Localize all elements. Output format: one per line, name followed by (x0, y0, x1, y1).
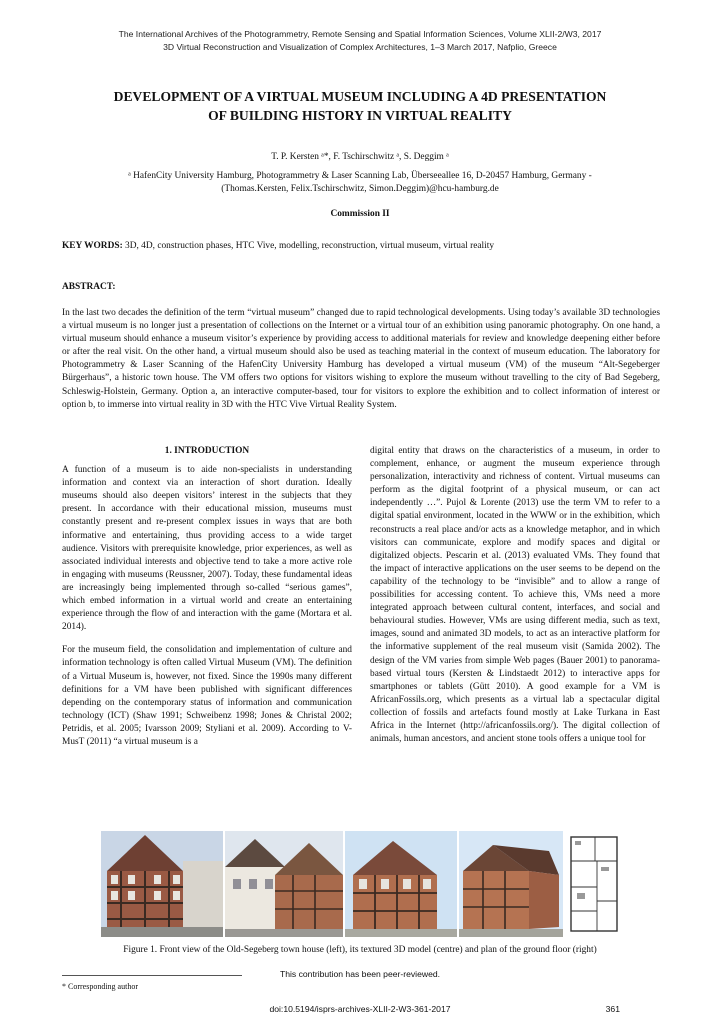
footnote-corresponding-author: * Corresponding author (62, 982, 138, 991)
affiliation-line2: (Thomas.Kersten, Felix.Tschirschwitz, Simon.Deggim)@hcu-hamburg.de (221, 184, 499, 194)
commission: Commission II (330, 209, 390, 219)
left-column (62, 445, 352, 749)
abstract-text: In the last two decades the definition of the term “virtual museum” changed due to rapid technological developments. Using today’s available 3D technologies a virtual museum is no longer just a presentation of collections on the Internet or a virtual tour of an exhibition using panoramic photography. On one hand, a virtual museum should enhance a museum visitor’s experience by providing access to additional materials for review and knowledge deepening either before or after the real visit. On the other hand, a virtual museum should also be used as teaching material in the context of museum education. The laboratory for Photogrammetry & Laser Scanning of the HafenCity University Hamburg has developed a virtual museum (VM) of the museum “Alt-Segeberger Bürgerhaus”, a historic town house. The VM offers two options for visitors wishing to explore the museum without travelling to the city of Bad Segeberg, Schleswig-Holstein, Germany. Option a, an interactive computer-based, tour for visitors to explore the exhibition and to collect information of interest or option b, to immerse into virtual reality in 3D with the HTC Vive Virtual Reality System. (62, 308, 660, 410)
running-header-line2: 3D Virtual Reconstruction and Visualization of Complex Architectures, 1–3 March 2017, Nafplio, Greece (163, 42, 557, 52)
footer-doi: doi:10.5194/isprs-archives-XLII-2-W3-361-2017 (269, 1004, 451, 1014)
figure-caption: Figure 1. Front view of the Old-Segeberg town house (left), its textured 3D model (centre) and plan of the ground floor (right) (123, 945, 597, 955)
image-3d-model-angled (459, 831, 563, 937)
ground-floor-plan (567, 831, 621, 937)
intro-paragraph-3: digital entity that draws on the characteristics of a museum, in order to complement, enhance, or augment the museum experience through personalization, interactivity and richness of content. Virtual museums can perform as the digital footprint of a physical museum, or can act independently …”. Pujol & Lorente (2013) use the term VM to refer to a digital spatial environment, located in the WWW or in the exhibition, which reconstructs a real place and/or acts as a knowledge metaphor, and in which visitors can communicate, explore and modify spaces and digital or digitalized objects. Pescarin et al. (2013) evaluated VMs. They found that the impact of interactive applications on the user seems to be depend on the capability of the technology to be “invisible” and to allow a range of possibilities for accessing content. To achieve this, VMs need a more integrated approach between cultural content, interfaces, and social and behavioural studies. However, VMs are using different media, such as text, images, sound and animated 3D models, to act as an interactive platform for the informative supplement of the real museum visit (Samida 2002). The design of the VM varies from simple Web pages (Bauer 2001) to panorama-based virtual tours (Kersten & Lindstaedt 2012) to interactive apps for smartphones or tablets (Gütt 2010). A good example for a VM is AfricanFossils.org, which presents as a virtual lab a spectacular digital collection of fossils and artefacts found mostly at Lake Turkana in East Africa in the Internet (http://africanfossils.org/). The digital collection of animals, human ancestors, and ancient stone tools offers a unique tool for (370, 446, 660, 745)
intro-paragraph-2: For the museum field, the consolidation and implementation of culture and information technology is often called Virtual Museum (VM). The definition of a Virtual Museum is, however, not fixed. Since the 1990s many different definitions for a VM have been published with significant differences depending on the contemporary status of information and communication technology (ICT) (Shaw 1991; Schweibenz 1998; Jones & Christal 2002; Petridis, et al. 2005; Ivarsson 2009; Styliani et al. 2009). According to V-MusT (2011) “a virtual museum is a (62, 645, 352, 747)
affiliation-line1: ᵃ HafenCity University Hamburg, Photogrammetry & Laser Scanning Lab, Überseeallee 16, D-20457 Hamburg, Germany - (128, 171, 592, 181)
footer-peer-reviewed: This contribution has been peer-reviewed. (279, 969, 441, 979)
keywords-text: 3D, 4D, construction phases, HTC Vive, modelling, reconstruction, virtual museum, virtual reality (122, 241, 495, 251)
authors: T. P. Kersten ᵃ*, F. Tschirschwitz ᵃ, S. Deggim ᵃ (271, 152, 449, 162)
page-number: 361 (605, 1004, 620, 1014)
paper-title-line2: OF BUILDING HISTORY IN VIRTUAL REALITY (208, 108, 512, 123)
keywords-label: KEY WORDS: (62, 241, 123, 251)
section-heading-introduction: 1. INTRODUCTION (164, 446, 250, 456)
paper-title-line1: DEVELOPMENT OF A VIRTUAL MUSEUM INCLUDING A 4D PRESENTATION (113, 89, 607, 104)
abstract-heading: ABSTRACT: (62, 282, 116, 292)
image-3d-model-render (345, 831, 457, 937)
right-column (370, 445, 660, 746)
intro-paragraph-1: A function of a museum is to aide non-specialists in understanding information and context via an interaction of short duration. Ideally museums should also deepen visitors’ interest in the subjects that they present. In accordance with their educational mission, museums must constantly present and re-present complex issues in ways that are both informative and entertaining, thus providing access to a wide target audience. Visitors with prerequisite knowledge, prior experiences, as well as associated individual interests and objective tend to take a more active role in engaging with museums (Reussner, 2007). Today, these fundamental ideas are increasingly being implemented through so-called “serious games”, which embed information in a virtual world and create an entertaining experience through the flow of and interaction with the game (Mortara et al. 2014). (62, 465, 352, 633)
figure-1 (101, 831, 621, 937)
keywords (62, 240, 660, 253)
running-header-line1: The International Archives of the Photogrammetry, Remote Sensing and Spatial Information Sciences, Volume XLII-2/W3, 2017 (118, 29, 602, 39)
photo-street-view (225, 831, 343, 937)
photo-town-house-front (101, 831, 223, 937)
